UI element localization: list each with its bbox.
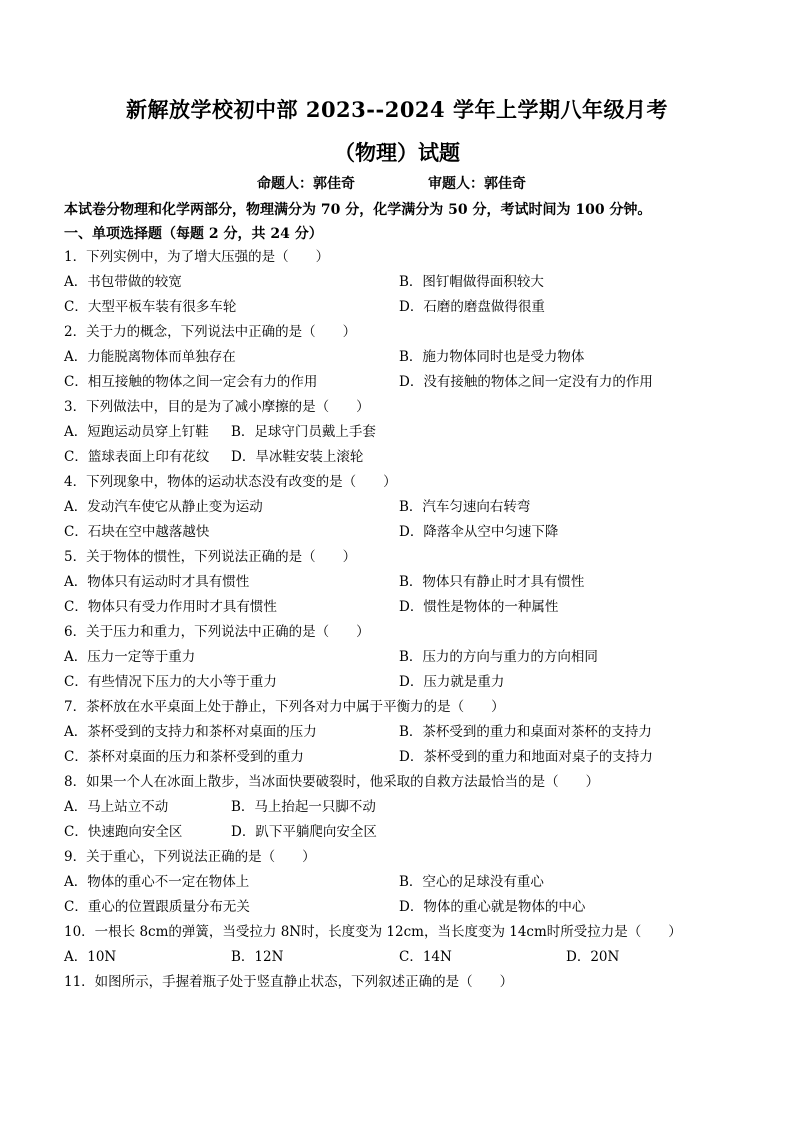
- reviewer-label: 审题人：郭佳奇: [428, 176, 526, 192]
- exam-instructions: 本试卷分物理和化学两部分，物理满分为 70 分，化学满分为 50 分，考试时间为 100 分钟。: [64, 202, 652, 218]
- option-c: C．石块在空中越落越快: [64, 524, 210, 540]
- option-c: C．物体只有受力作用时才具有惯性: [64, 599, 277, 615]
- option-d: D．没有接触的物体之间一定没有力的作用: [399, 374, 653, 390]
- question-stem: 7．茶杯放在水平桌面上处于静止，下列各对力中属于平衡力的是（ ）: [64, 699, 505, 715]
- option-d: D．降落伞从空中匀速下降: [399, 524, 559, 540]
- option-b: B．空心的足球没有重心: [399, 874, 544, 890]
- exam-subject-title: （物理）试题: [334, 140, 460, 165]
- question-stem: 9．关于重心，下列说法正确的是（ ）: [64, 849, 316, 865]
- option-c: C．茶杯对桌面的压力和茶杯受到的重力: [64, 749, 304, 765]
- option-d: D．趴下平躺爬向安全区: [231, 824, 377, 840]
- option-b: B．足球守门员戴上手套: [231, 424, 376, 440]
- option-a: A．发动汽车使它从静止变为运动: [64, 499, 263, 515]
- option-b: B．12N: [231, 949, 284, 965]
- option-a: A．物体只有运动时才具有惯性: [64, 574, 250, 590]
- question-stem: 2．关于力的概念，下列说法中正确的是（ ）: [64, 324, 357, 340]
- author-label: 命题人：郭佳奇: [257, 176, 355, 192]
- option-c: C．大型平板车装有很多车轮: [64, 299, 237, 315]
- option-b: B．汽车匀速向右转弯: [399, 499, 531, 515]
- option-d: D．旱冰鞋安装上滚轮: [231, 449, 364, 465]
- question-stem: 10．一根长 8cm的弹簧，当受拉力 8N时，长度变为 12cm，当长度变为 14cm时所受拉力是（ ）: [64, 924, 682, 940]
- option-c: C．重心的位置跟质量分布无关: [64, 899, 250, 915]
- question-stem: 1．下列实例中，为了增大压强的是（ ）: [64, 249, 330, 265]
- question-stem: 6．关于压力和重力，下列说法中正确的是（ ）: [64, 624, 370, 640]
- option-d: D．惯性是物体的一种属性: [399, 599, 559, 615]
- option-b: B．施力物体同时也是受力物体: [399, 349, 585, 365]
- question-stem: 8．如果一个人在冰面上散步，当冰面快要破裂时，他采取的自救方法最恰当的是（ ）: [64, 774, 600, 790]
- option-d: D．物体的重心就是物体的中心: [399, 899, 586, 915]
- option-c: C．14N: [399, 949, 452, 965]
- option-d: D．压力就是重力: [399, 674, 505, 690]
- option-d: D．石磨的磨盘做得很重: [399, 299, 545, 315]
- question-stem: 5．关于物体的惯性，下列说法正确的是（ ）: [64, 549, 357, 565]
- option-c: C．篮球表面上印有花纹: [64, 449, 210, 465]
- question-stem: 11．如图所示，手握着瓶子处于竖直静止状态，下列叙述正确的是（ ）: [64, 974, 514, 990]
- option-c: C．快速跑向安全区: [64, 824, 183, 840]
- option-a: A．力能脱离物体而单独存在: [64, 349, 236, 365]
- option-b: B．茶杯受到的重力和桌面对茶杯的支持力: [399, 724, 652, 740]
- option-a: A．短跑运动员穿上钉鞋: [64, 424, 209, 440]
- option-c: C．相互接触的物体之间一定会有力的作用: [64, 374, 318, 390]
- option-b: B．图钉帽做得面积较大: [399, 274, 544, 290]
- option-c: C．有些情况下压力的大小等于重力: [64, 674, 277, 690]
- question-stem: 3．下列做法中，目的是为了减小摩擦的是（ ）: [64, 399, 370, 415]
- option-b: B．马上抬起一只脚不动: [231, 799, 376, 815]
- option-b: B．压力的方向与重力的方向相同: [399, 649, 598, 665]
- option-a: A．马上站立不动: [64, 799, 169, 815]
- section-title: 一、单项选择题（每题 2 分，共 24 分）: [64, 226, 323, 242]
- question-stem: 4．下列现象中，物体的运动状态没有改变的是（ ）: [64, 474, 397, 490]
- option-a: A．物体的重心不一定在物体上: [64, 874, 250, 890]
- exam-title: 新解放学校初中部 2023--2024 学年上学期八年级月考: [126, 97, 668, 122]
- option-a: A．茶杯受到的支持力和茶杯对桌面的压力: [64, 724, 317, 740]
- option-a: A．10N: [64, 949, 117, 965]
- option-d: D．茶杯受到的重力和地面对桌子的支持力: [399, 749, 653, 765]
- option-d: D．20N: [566, 949, 620, 965]
- option-a: A．压力一定等于重力: [64, 649, 196, 665]
- option-a: A．书包带做的较宽: [64, 274, 182, 290]
- option-b: B．物体只有静止时才具有惯性: [399, 574, 585, 590]
